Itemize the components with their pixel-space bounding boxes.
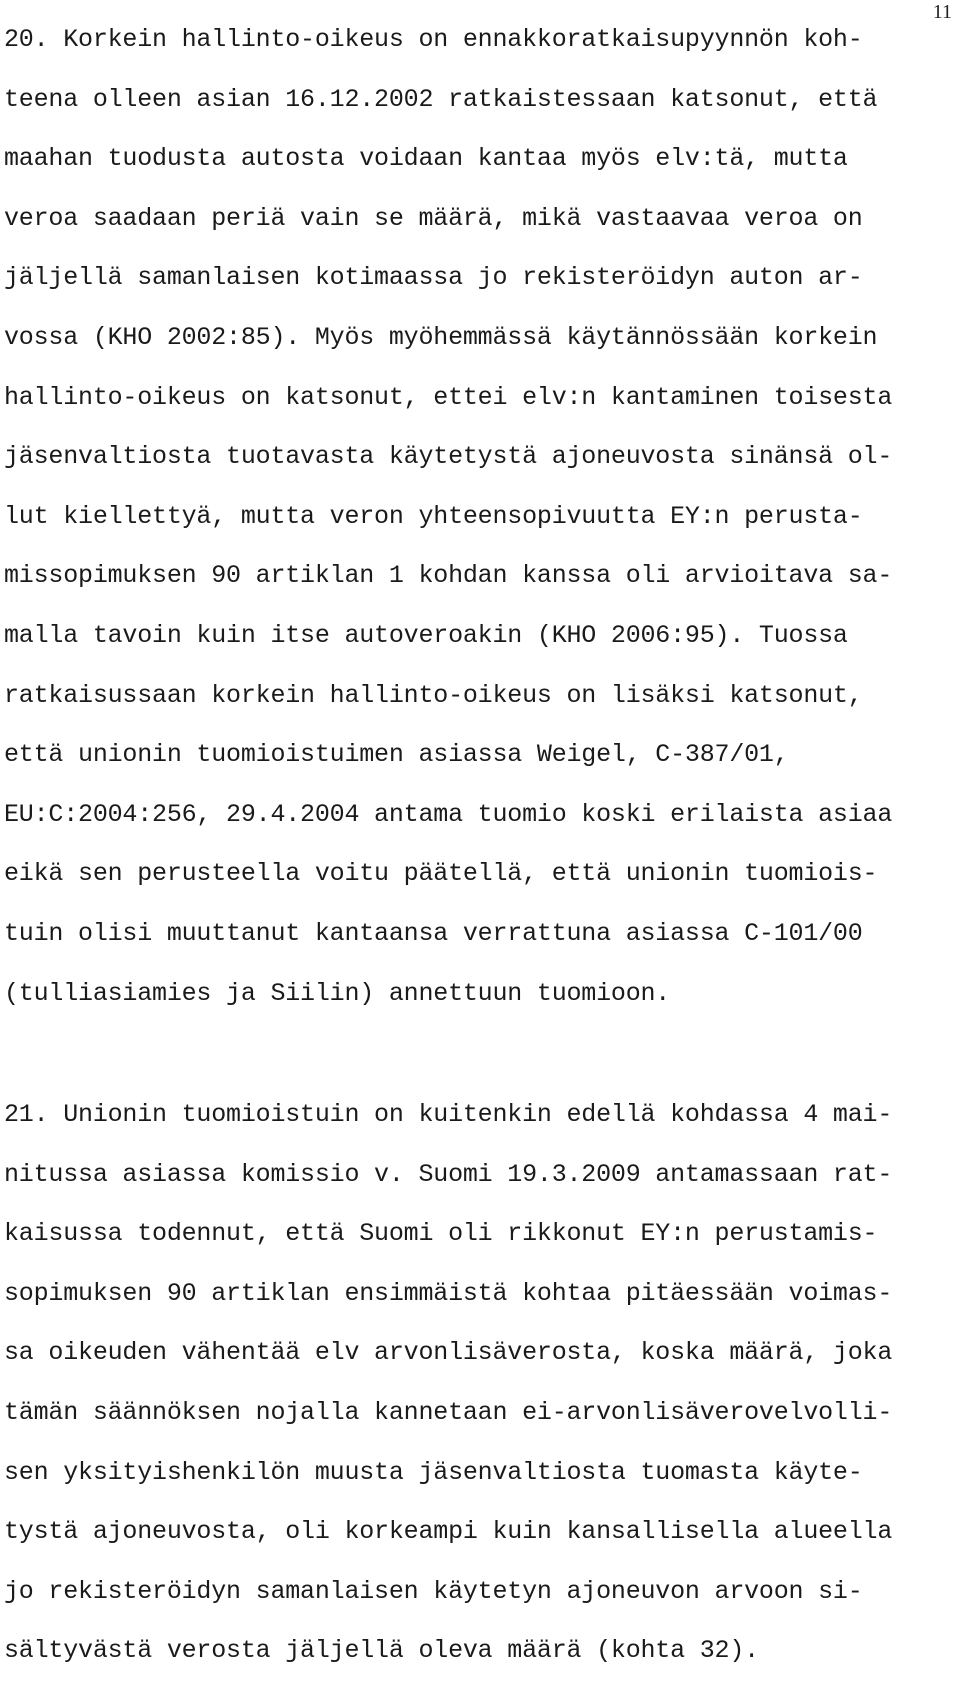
text-line: 21. Unionin tuomioistuin on kuitenkin edellä kohdassa 4 mai- (4, 1100, 893, 1129)
text-line: missopimuksen 90 artiklan 1 kohdan kanssa oli arvioitava sa- (4, 561, 893, 591)
text-line: malla tavoin kuin itse autoveroakin (KHO 2006:95). Tuossa (4, 620, 848, 650)
text-line: sa oikeuden vähentää elv arvonlisäverosta, koska määrä, joka (4, 1338, 893, 1368)
text-line: tuin olisi muuttanut kantaansa verrattuna asiassa C-101/00 (4, 918, 863, 948)
text-line: kaisussa todennut, että Suomi oli rikkonut EY:n perustamis- (4, 1219, 878, 1249)
text-line: jo rekisteröidyn samanlaisen käytetyn ajoneuvon arvoon si- (4, 1576, 863, 1606)
text-line: maahan tuodusta autosta voidaan kantaa myös elv:tä, mutta (4, 144, 848, 174)
text-line: lut kiellettyä, mutta veron yhteensopivuutta EY:n perusta- (4, 501, 863, 531)
page-number: 11 (932, 1, 952, 23)
text-line: ratkaisussaan korkein hallinto-oikeus on lisäksi katsonut, (4, 680, 863, 710)
text-line: hallinto-oikeus on katsonut, ettei elv:n kantaminen toisesta (4, 382, 893, 412)
text-line: EU:C:2004:256, 29.4.2004 antama tuomio koski erilaista asiaa (4, 799, 893, 829)
text-line: tystä ajoneuvosta, oli korkeampi kuin kansallisella alueella (4, 1517, 893, 1547)
text-line: 20. Korkein hallinto-oikeus on ennakkoratkaisupyynnön koh- (4, 25, 863, 54)
paragraph-20 (4, 10, 954, 1023)
text-line: veroa saadaan periä vain se määrä, mikä vastaavaa veroa on (4, 203, 863, 233)
paragraph-21 (4, 1085, 954, 1681)
text-line: eikä sen perusteella voitu päätellä, että unionin tuomiois- (4, 859, 878, 889)
text-line: sen yksityishenkilön muusta jäsenvaltiosta tuomasta käyte- (4, 1457, 863, 1487)
text-line: sopimuksen 90 artiklan ensimmäistä kohtaa pitäessään voimas- (4, 1278, 893, 1308)
text-line: nitussa asiassa komissio v. Suomi 19.3.2009 antamassaan rat- (4, 1159, 893, 1189)
text-line: (tulliasiamies ja Siilin) annettuun tuomioon. (4, 978, 671, 1008)
text-line: jäljellä samanlaisen kotimaassa jo rekisteröidyn auton ar- (4, 263, 863, 293)
text-line: että unionin tuomioistuimen asiassa Weigel, C-387/01, (4, 740, 789, 770)
text-line: tämän säännöksen nojalla kannetaan ei-arvonlisäverovelvolli- (4, 1397, 893, 1427)
text-line: vossa (KHO 2002:85). Myös myöhemmässä käytännössään korkein (4, 322, 878, 352)
text-line: jäsenvaltiosta tuotavasta käytetystä ajoneuvosta sinänsä ol- (4, 442, 893, 472)
text-line: teena olleen asian 16.12.2002 ratkaistessaan katsonut, että (4, 84, 878, 114)
text-line: sältyvästä verosta jäljellä oleva määrä (kohta 32). (4, 1636, 759, 1666)
